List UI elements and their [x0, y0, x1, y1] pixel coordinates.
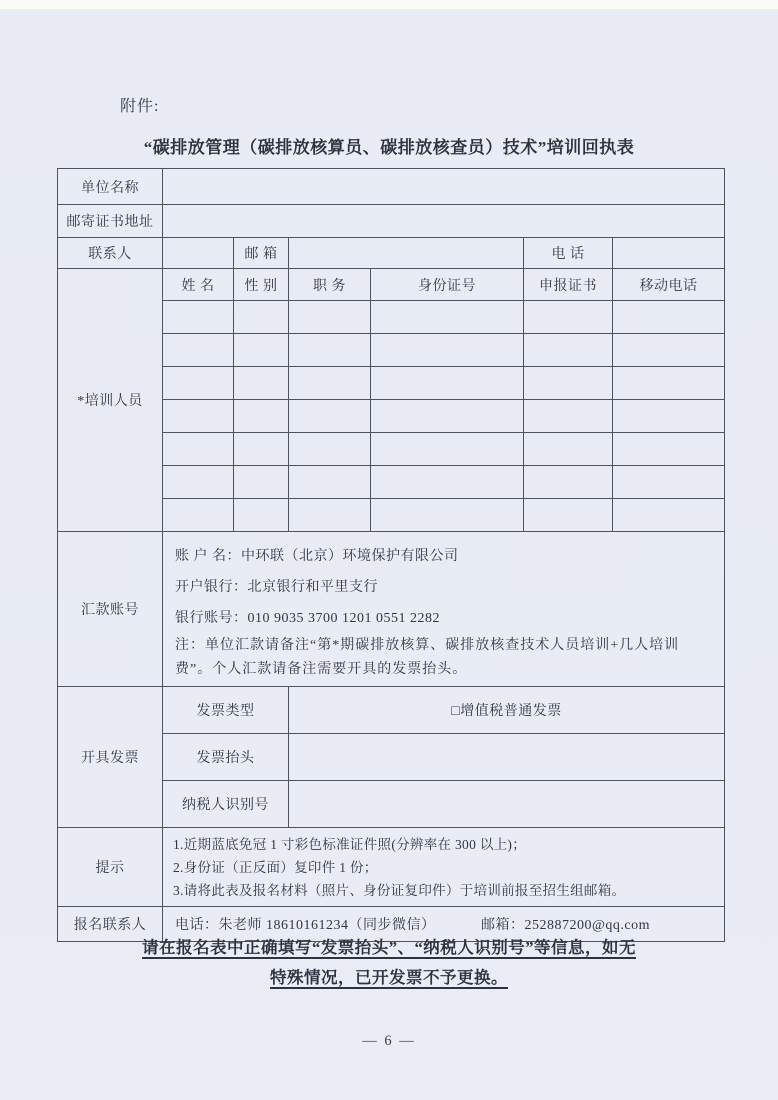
trainee-input-cell [234, 301, 289, 334]
trainee-input-cell [524, 400, 613, 433]
col-header-mobile: 移动电话 [613, 269, 725, 301]
trainee-input-cell [613, 499, 725, 532]
trainee-input-cell [163, 499, 234, 532]
trainee-input-cell [289, 367, 371, 400]
trainee-input-cell [234, 367, 289, 400]
row-remittance [58, 532, 725, 687]
trainee-input-cell [289, 466, 371, 499]
trainee-input-cell [163, 334, 234, 367]
col-header-name: 姓 名 [163, 269, 234, 301]
trainee-input-cell [234, 433, 289, 466]
trainee-input-cell [234, 466, 289, 499]
col-header-id-number: 身份证号 [371, 269, 524, 301]
company-name-input-cell [163, 169, 725, 205]
trainee-input-cell [289, 499, 371, 532]
remittance-account-name: 账 户 名：中环联（北京）环境保护有限公司 [175, 549, 459, 564]
invoice-type-checkbox-cell: □增值税普通发票 [289, 687, 725, 734]
col-header-position: 职 务 [289, 269, 371, 301]
registration-contact-content [163, 914, 724, 934]
trainee-input-cell [524, 334, 613, 367]
training-receipt-table [57, 168, 725, 942]
tips-line-2: 2.身份证（正反面）复印件 1 份； [173, 860, 378, 875]
invoice-warning-note [0, 933, 778, 993]
registration-contact-email: 邮箱：252887200@qq.com [481, 918, 650, 933]
remittance-bank: 开户银行：北京银行和平里支行 [175, 580, 378, 595]
trainee-input-cell [163, 301, 234, 334]
trainee-input-cell [163, 433, 234, 466]
row-tips [58, 828, 725, 907]
email-input-cell [289, 238, 524, 269]
trainee-input-cell [613, 400, 725, 433]
trainee-input-cell [524, 466, 613, 499]
trainee-input-cell [371, 466, 524, 499]
trainee-input-cell [613, 367, 725, 400]
row-company-name [58, 169, 725, 205]
tips-label: 提示 [58, 828, 163, 907]
row-contact [58, 238, 725, 269]
mailing-address-label: 邮寄证书地址 [58, 205, 163, 238]
trainee-input-cell [613, 433, 725, 466]
trainee-input-cell [371, 499, 524, 532]
registration-contact-phone: 电话：朱老师 18610161234（同步微信） [175, 918, 436, 933]
phone-label: 电 话 [524, 238, 613, 269]
invoice-label: 开具发票 [58, 687, 163, 828]
trainee-input-cell [613, 334, 725, 367]
remittance-label: 汇款账号 [58, 532, 163, 687]
invoice-title-label: 发票抬头 [163, 734, 289, 781]
phone-input-cell [613, 238, 725, 269]
document-title: “碳排放管理（碳排放核算员、碳排放核查员）技术”培训回执表 [143, 138, 635, 157]
remittance-content [163, 532, 724, 686]
invoice-warning-line-2: 特殊情况，已开发票不予更换。 [270, 968, 508, 987]
invoice-type-label: 发票类型 [163, 687, 289, 734]
invoice-title-input-cell [289, 734, 725, 781]
trainee-input-cell [234, 499, 289, 532]
company-name-label: 单位名称 [58, 169, 163, 205]
trainee-input-cell [289, 334, 371, 367]
trainee-input-cell [524, 433, 613, 466]
tips-line-3: 3.请将此表及报名材料（照片、身份证复印件）于培训前报至招生组邮箱。 [173, 883, 626, 898]
trainee-input-cell [613, 301, 725, 334]
contact-input-cell [163, 238, 234, 269]
col-header-certificate: 申报证书 [524, 269, 613, 301]
trainee-input-cell [289, 400, 371, 433]
contact-label: 联系人 [58, 238, 163, 269]
trainee-input-cell [289, 433, 371, 466]
trainee-input-cell [613, 466, 725, 499]
trainee-input-cell [524, 301, 613, 334]
trainee-input-cell [163, 466, 234, 499]
trainee-input-cell [289, 301, 371, 334]
trainee-input-cell [163, 400, 234, 433]
col-header-gender: 性 别 [234, 269, 289, 301]
trainee-input-cell [371, 367, 524, 400]
row-mailing-address [58, 205, 725, 238]
invoice-warning-line-1: 请在报名表中正确填写“发票抬头”、“纳税人识别号”等信息，如无 [142, 938, 636, 957]
mailing-address-input-cell [163, 205, 725, 238]
email-label: 邮 箱 [234, 238, 289, 269]
remittance-account-number: 银行账号：010 9035 3700 1201 0551 2282 [175, 611, 440, 626]
registration-contact-label: 报名联系人 [58, 907, 163, 942]
invoice-taxid-input-cell [289, 781, 725, 828]
trainee-input-cell [371, 433, 524, 466]
trainee-input-cell [234, 334, 289, 367]
trainee-input-cell [524, 499, 613, 532]
tips-line-1: 1.近期蓝底免冠 1 寸彩色标准证件照(分辨率在 300 以上)； [173, 837, 527, 852]
remittance-note: 注：单位汇款请备注“第*期碳排放核算、碳排放核查技术人员培训+几人培训费”。个人汇款请备注需要开具的发票抬头。 [175, 638, 680, 677]
trainee-input-cell [371, 334, 524, 367]
trainee-input-cell [371, 301, 524, 334]
row-trainee-header [58, 269, 725, 301]
attachment-label: 附件: [120, 98, 160, 115]
trainee-input-cell [371, 400, 524, 433]
trainee-input-cell [163, 367, 234, 400]
remittance-content-cell [163, 532, 725, 687]
trainee-input-cell [234, 400, 289, 433]
trainee-input-cell [524, 367, 613, 400]
row-invoice-type [58, 687, 725, 734]
tips-content-cell [163, 828, 725, 907]
tips-content [163, 828, 724, 906]
invoice-taxid-label: 纳税人识别号 [163, 781, 289, 828]
trainees-label: *培训人员 [58, 269, 163, 532]
scanned-page [0, 9, 778, 1100]
page-number: — 6 — [362, 1033, 416, 1049]
